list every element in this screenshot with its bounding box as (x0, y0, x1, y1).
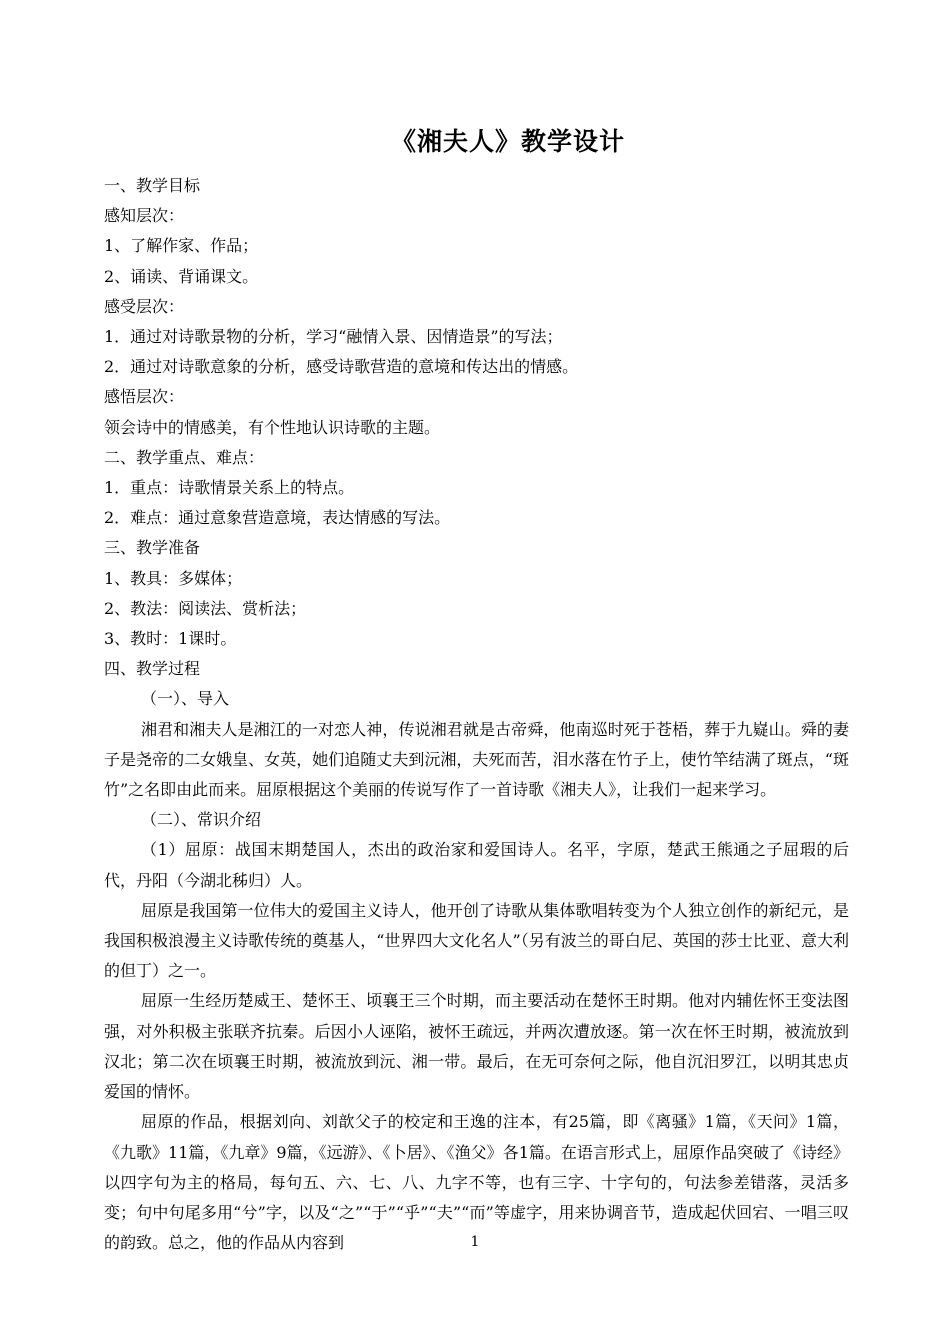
heading-preparation: 三、教学准备 (104, 538, 201, 558)
paragraph-quyuan-life: 屈原一生经历楚威王、楚怀王、顷襄王三个时期，而主要活动在楚怀王时期。他对内辅佐怀王变法图强，对外积极主张联齐抗秦。后因小人诬陷，被怀王疏远，并两次遭放逐。第一次在怀王时期，被流放到汉北；第二次在顷襄王时期，被流放到沅、湘一带。最后，在无可奈何之际，他自沉汨罗江，以明其忠贞爱国的情怀。 (104, 991, 849, 1102)
paragraph-introduction: 湘君和湘夫人是湘江的一对恋人神，传说湘君就是古帝舜，他南巡时死于苍梧，葬于九嶷山。舜的妻子是尧帝的二女娥皇、女英，她们追随丈夫到沅湘，夫死而苦，泪水落在竹子上，使竹竿结满了斑点，“斑竹”之名即由此而来。屈原根据这个美丽的传说写作了一首诗歌《湘夫人》，让我们一起来学习。 (104, 719, 849, 800)
heading-teaching-goals: 一、教学目标 (104, 176, 201, 195)
list-item: 1．通过对诗歌景物的分析，学习“融情入景、因情造景”的写法； (104, 327, 563, 347)
list-item: 2、诵读、背诵课文。 (104, 266, 259, 286)
subheading-introduction: （一）、导入 (141, 689, 230, 709)
paragraph-quyuan-works: 屈原的作品，根据刘向、刘歆父子的校定和王逸的注本，有25篇，即《离骚》1篇，《天问》1篇，《九歌》11篇，《九章》9篇，《远游》、《卜居》、《渔父》各1篇。在语言形式上，屈原作品突破了《诗经》以四字句为主的格局，每句五、六、七、八、九字不等，也有三字、十字句的，句法参差错落，灵活多变；句中句尾多用“兮”字，以及“之”“于”“乎”“夫”“而”等虚字，用来协调音节，造成起伏回宕、一唱三叹的韵致。总之，他的作品从内容到 (104, 1112, 849, 1253)
document-body (104, 171, 849, 1258)
paragraph-quyuan-status: 屈原是我国第一位伟大的爱国主义诗人，他开创了诗歌从集体歌唱转变为个人独立创作的新纪元，是我国积极浪漫主义诗歌传统的奠基人，“世界四大文化名人”（另有波兰的哥白尼、英国的莎士比亚、意大利的但丁）之一。 (104, 900, 849, 981)
paragraph-quyuan-bio: （1）屈原：战国末期楚国人，杰出的政治家和爱国诗人。名平，字原，楚武王熊通之子屈瑕的后代，丹阳（今湖北秭归）人。 (104, 840, 849, 890)
document-title: 《湘夫人》教学设计 (390, 127, 625, 156)
list-item: 2．难点：通过意象营造意境，表达情感的写法。 (104, 508, 451, 528)
subheading-insight: 感悟层次： (104, 387, 185, 407)
list-item: 1．重点：诗歌情景关系上的特点。 (104, 478, 355, 498)
heading-process: 四、教学过程 (104, 659, 201, 679)
subheading-perception: 感知层次： (104, 206, 185, 226)
heading-key-points: 二、教学重点、难点： (104, 447, 265, 467)
list-item: 3、教时：1课时。 (104, 629, 237, 649)
subheading-background: （二）、常识介绍 (141, 810, 262, 830)
subheading-feeling: 感受层次： (104, 296, 185, 316)
list-item: 2、教法：阅读法、赏析法； (104, 598, 307, 618)
list-item: 2．通过对诗歌意象的分析，感受诗歌营造的意境和传达出的情感。 (104, 357, 579, 377)
page-number: 1 (470, 1234, 480, 1250)
list-item: 1、了解作家、作品； (104, 236, 259, 256)
list-item: 领会诗中的情感美，有个性地认识诗歌的主题。 (104, 417, 441, 437)
list-item: 1、教具：多媒体； (104, 568, 243, 588)
